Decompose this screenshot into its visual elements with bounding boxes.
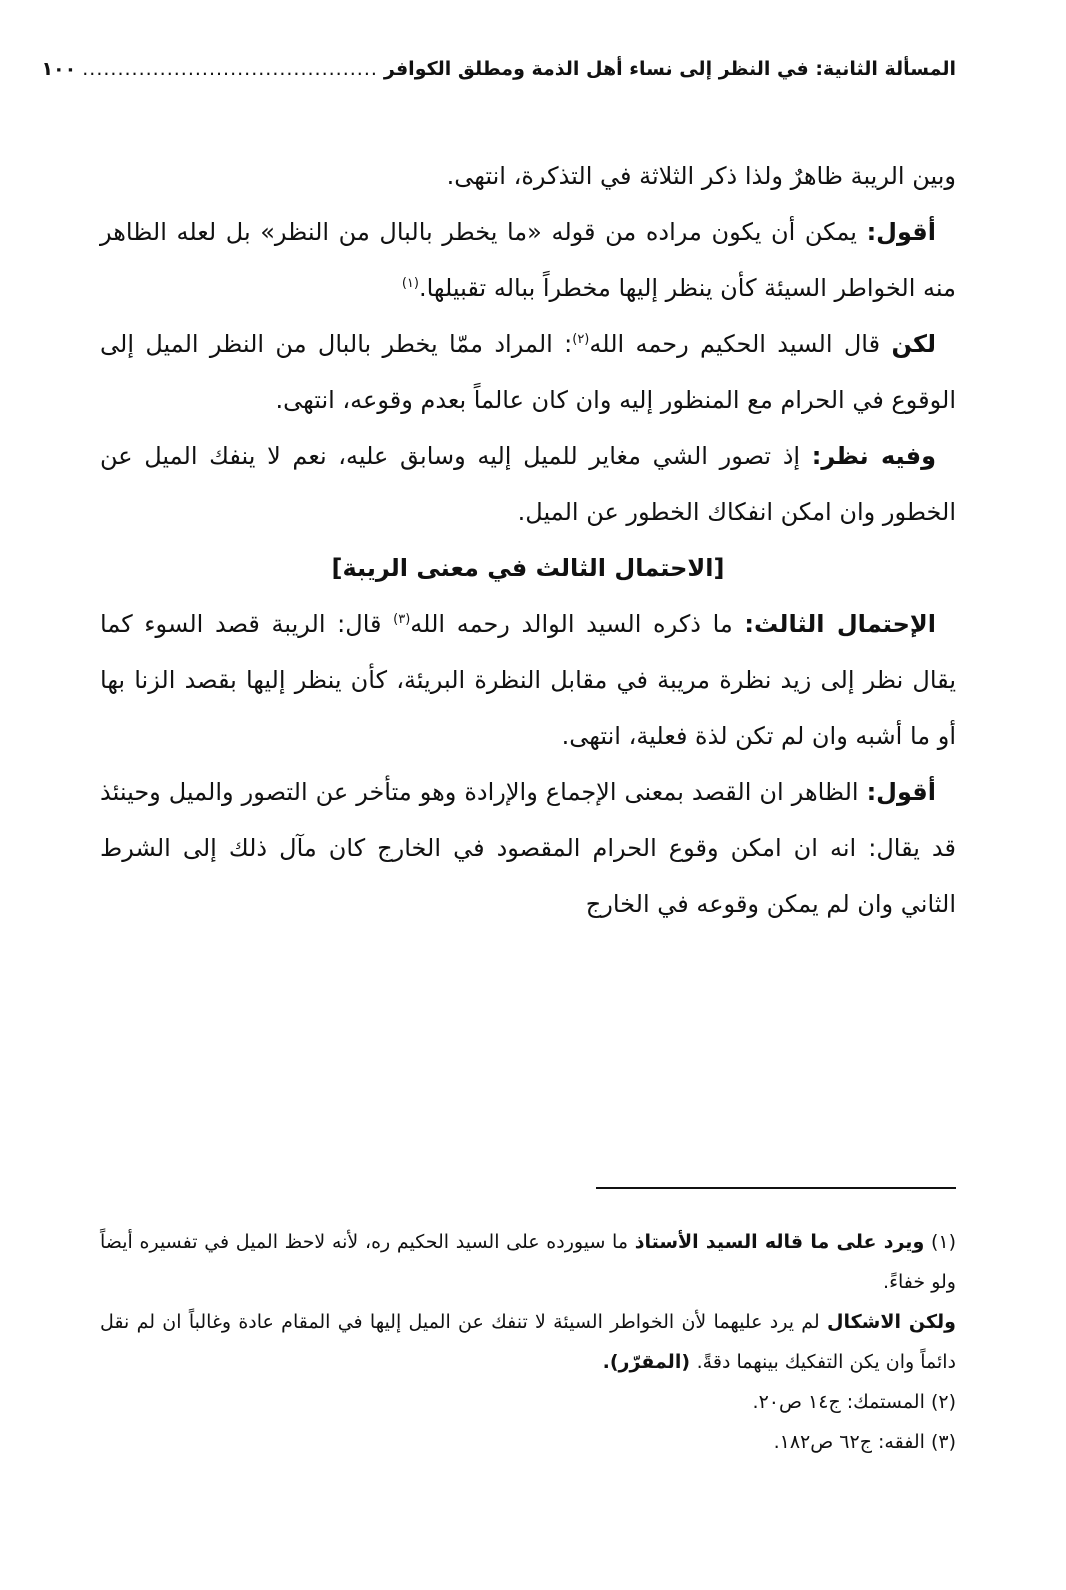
footnote-number: (٢) — [930, 1391, 956, 1413]
paragraph-text: ما ذكره السيد الوالد رحمه الله — [410, 610, 745, 638]
section-heading: [الاحتمال الثالث في معنى الريبة] — [331, 554, 725, 582]
footnote — [100, 1382, 956, 1422]
paragraph-text: : المراد ممّا يخطر بالبال من النظر الميل إلى الوقوع في الحرام مع المنظور إليه وان كان عالماً بعدم وقوعه، انتهى. — [100, 330, 956, 414]
paragraph-text: الظاهر ان القصد بمعنى الإجماع والإرادة وهو متأخر عن التصور والميل وحينئذ قد يقال: انه ان امكن وقوع الحرام المقصود في الخارج كان مآل ذلك إلى الشرط الثاني وان لم يمكن وقوعه في الخارج — [100, 778, 956, 918]
footnote-ref[interactable]: (٣) — [393, 612, 411, 627]
paragraph — [100, 596, 956, 764]
footnote-text: الفقه: ج٦٢ ص١٨٢. — [773, 1431, 925, 1453]
footnote-text: المستمك: ج١٤ ص٢٠. — [752, 1391, 925, 1413]
footnote-text: ما سيورده على السيد الحكيم ره، لأنه لاحظ الميل في تفسيره أيضاً ولو خفاءً. — [100, 1231, 956, 1293]
paragraph-lead: أقول: — [866, 218, 936, 246]
chapter-title: المسألة الثانية: في النظر إلى نساء أهل الذمة ومطلق الكوافر — [383, 58, 956, 80]
footnote-number: (٣) — [930, 1431, 956, 1453]
paragraph-text: قال السيد الحكيم رحمه الله — [589, 330, 892, 358]
footnote-bold: ولكن الاشكال — [827, 1311, 956, 1333]
footnote-number: (١) — [930, 1231, 957, 1253]
footnote — [100, 1302, 956, 1382]
main-text — [100, 148, 956, 932]
footnote-bold: ويرد على ما قاله السيد الأستاذ — [634, 1231, 925, 1253]
paragraph-text: إذ تصور الشي مغاير للميل إليه وسابق عليه، نعم لا ينفك الميل عن الخطور وان امكن انفكاك الخطور عن الميل. — [100, 442, 956, 526]
footnote — [100, 1222, 956, 1302]
paragraph-lead: لكن — [891, 330, 937, 358]
paragraph — [100, 148, 956, 204]
footnote-attribution: (المقرّر). — [602, 1351, 697, 1373]
paragraph — [100, 316, 956, 428]
footnote — [100, 1422, 956, 1462]
footnote-ref[interactable]: (١) — [401, 276, 419, 291]
footnote-ref[interactable]: (٢) — [572, 332, 590, 347]
paragraph — [100, 204, 956, 316]
paragraph-text: وبين الريبة ظاهرٌ ولذا ذكر الثلاثة في التذكرة، انتهى. — [446, 162, 956, 190]
footnotes — [100, 1222, 956, 1462]
paragraph-lead: أقول: — [866, 778, 936, 806]
leader-dots: .......................................... — [82, 58, 378, 80]
paragraph-text: قال: الريبة قصد السوء كما يقال نظر إلى زيد نظرة مريبة في مقابل النظرة البريئة، كأن ينظر إليها بقصد الزنا بها أو ما أشبه وان لم تكن لذة فعلية، انتهى. — [100, 610, 956, 750]
page-number: ١٠٠ — [41, 58, 77, 80]
footnote-separator — [596, 1187, 956, 1189]
footnote-text: لم يرد عليهما لأن الخواطر السيئة لا تنفك عن الميل إليها في المقام عادة وغالباً ان لم نقل دائماً وان يكن التفكيك بينهما دقةً. — [100, 1311, 956, 1373]
paragraph-lead: وفيه نظر: — [811, 442, 936, 470]
paragraph — [100, 428, 956, 540]
running-header — [41, 58, 956, 80]
paragraph-lead: الإحتمال الثالث: — [744, 610, 936, 638]
paragraph-text: يمكن أن يكون مراده من قوله «ما يخطر بالبال من النظر» بل لعله الظاهر منه الخواطر السيئة كأن ينظر إليها مخطراً بباله تقبيلها. — [100, 218, 956, 302]
paragraph — [100, 764, 956, 932]
